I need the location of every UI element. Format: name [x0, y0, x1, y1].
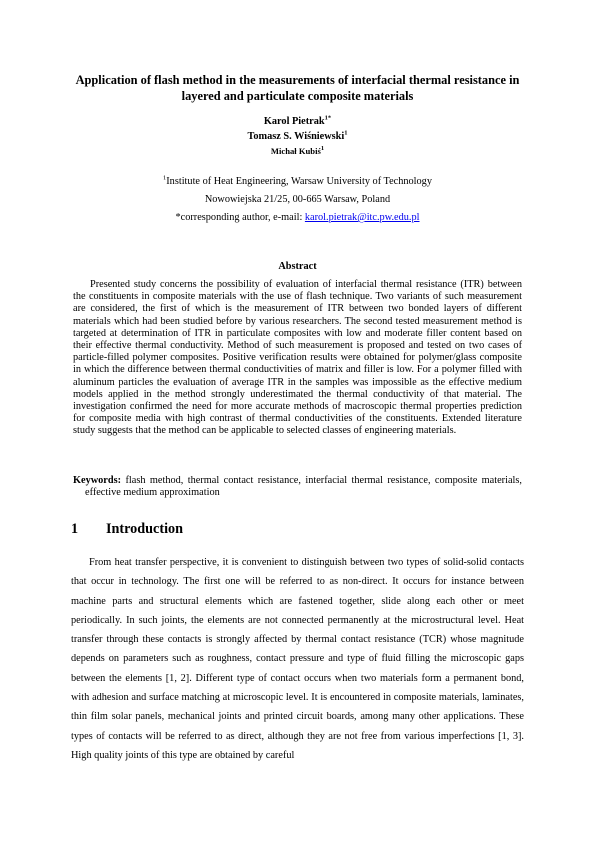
section-number: 1: [71, 521, 79, 537]
affiliation-line-1: Institute of Heat Engineering, Warsaw University of Technology: [166, 176, 432, 187]
author-superscript: 1: [320, 145, 325, 153]
corresponding-label: *corresponding author, e-mail:: [175, 212, 305, 223]
author-name: Tomasz S. Wiśniewski: [247, 131, 345, 142]
keywords-list: flash method, thermal contact resistance, interfacial thermal resistance, composite materials, effective medium approximation: [85, 475, 522, 499]
introduction-paragraph: From heat transfer perspective, it is convenient to distinguish between two types of solid-solid contacts that occur in technology. The first one will be referred to as non-direct. It occurs for instance between machine parts and structural elements which are fastened together, slide along each other or meet periodically. In such joints, the elements are not connected permanently at the microstructural level. Heat transfer through these contacts is strongly affected by thermal contact resistance (TCR) whose magnitude depends on parameters such as roughness, contact pressure and type of fluid filling the microscopic gaps between the elements [1, 2]. Different type of contact occurs when two materials form a permanent bond, with adhesion and surface matching at microscopic level. It is encountered in composite materials, laminates, thin film solar panels, mechanical joints and printed circuit boards, among many other applications. These types of contacts will be referred to as direct, although they are not free from various imperfections [1, 3]. High quality joints of this type are obtained by careful: [71, 557, 524, 761]
author-name: Michał Kubiś: [270, 146, 321, 156]
author-2: [0, 131, 595, 142]
author-3: [0, 146, 595, 156]
email-link[interactable]: karol.pietrak@itc.pw.edu.pl: [304, 212, 420, 223]
abstract-heading: Abstract: [278, 261, 317, 272]
keywords-label: Keywords:: [73, 475, 122, 486]
section-title: Introduction: [106, 521, 183, 537]
corresponding-author: [0, 212, 595, 223]
author-superscript: 1*: [324, 114, 332, 122]
section-heading: [71, 521, 183, 538]
affiliation-superscript: 1: [163, 174, 167, 182]
affiliation-institute: [0, 176, 595, 187]
author-superscript: 1: [344, 129, 348, 137]
author-1: [0, 116, 595, 127]
affiliation-address: Nowowiejska 21/25, 00-665 Warsaw, Poland: [204, 194, 391, 205]
keywords: [73, 475, 522, 500]
paper-title: Application of flash method in the measurements of interfacial thermal resistance in layered and particulate composite materials: [75, 73, 520, 103]
author-name: Karol Pietrak: [263, 116, 325, 127]
abstract-text: Presented study concerns the possibility of evaluation of interfacial thermal resistance (ITR) between the constituents in composite materials with the use of flash technique. Two variants of such measurement are considered, the first of which is the measurement of ITR between two bonded layers of different materials which had been studied before by various researchers. The second tested measurement method is targeted at determination of ITR in particulate composites with low and moderate filler content based on their effective thermal conductivity. Method of such measurement is proposed and tested on two cases of particle-filled polymer composites. Positive verification results were obtained for polymer/glass composite in which the difference between thermal conductivities of matrix and filler is low. For a polymer filled with aluminum particles the evaluation of average ITR in the samples was impossible as the effective medium models applied in the method strongly underestimated the thermal conductivity of that material. The investigation confirmed the need for more accurate methods of macroscopic thermal properties prediction for composite media with high contrast of thermal conductivities of the constituents. Extended literature study suggests that the method can be applicable to selected classes of engineering materials.: [73, 279, 522, 437]
